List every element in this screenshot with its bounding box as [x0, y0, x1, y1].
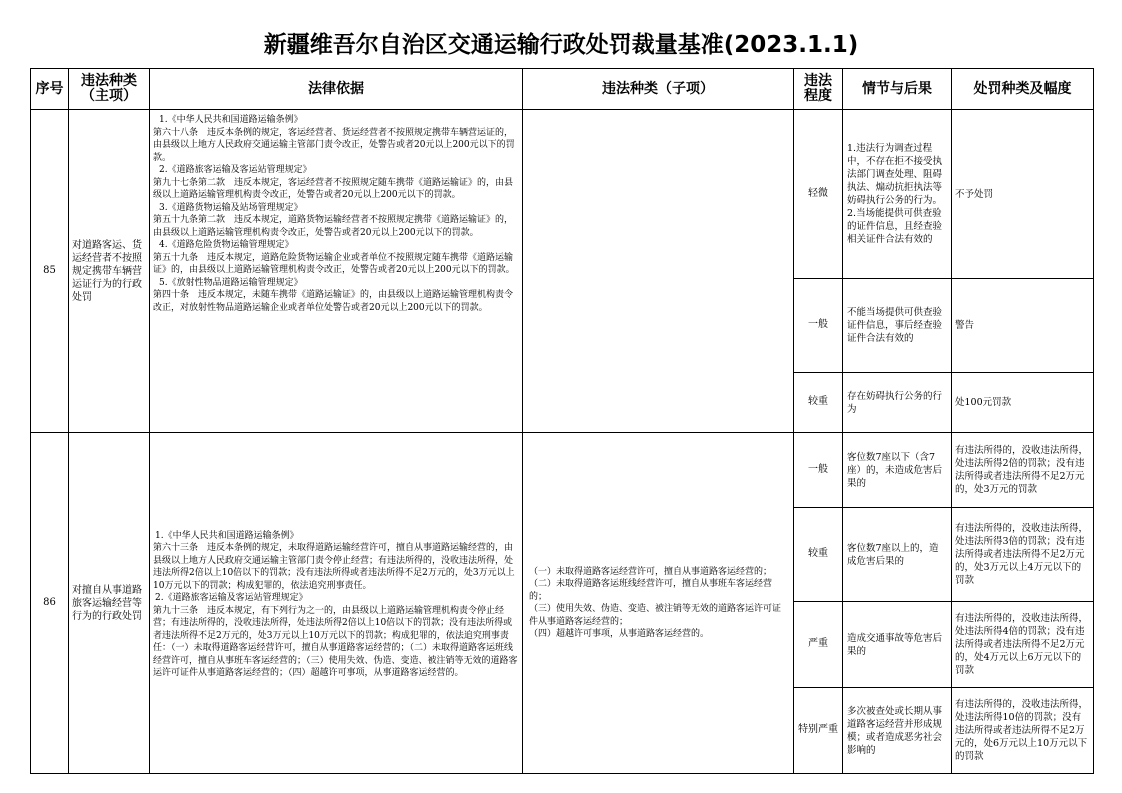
degree-cell: 一般 [794, 433, 843, 508]
penalty-cell: 有违法所得的，没收违法所得，处违法所得2倍的罚款；没有违法所得或者违法所得不足2万元的，处3万元的罚款 [952, 433, 1094, 508]
circumstances-cell: 存在妨碍执行公务的行为 [843, 373, 952, 433]
table-row [31, 433, 1094, 508]
basis-line: 第六十三条 违反本条例的规定，未取得道路运输经营许可，擅自从事道路运输经营的，由县级以上地方人民政府交通运输主管部门责令停止经营；有违法所得的，没收违法所得，处违法所得2倍以上10倍以下的罚款；没有违法所得或者违法所得不足2万元的，处3万元以上10万元以下的罚款；构成犯罪的，依法追究刑事责任。 [153, 543, 515, 591]
basis-line: 2.《道路旅客运输及客运站管理规定》 [159, 165, 312, 175]
basis-line: 第九十七条第二款 违反本规定，客运经营者不按照规定随车携带《道路运输证》的，由县级以上道路运输管理机构责令改正，处警告或者20元以上200元以下的罚款。 [153, 177, 514, 200]
degree-cell: 严重 [794, 602, 843, 688]
degree-cell: 较重 [794, 508, 843, 602]
row-index: 85 [31, 110, 69, 433]
header-category: 违法种类 （主项） [69, 69, 150, 110]
basis-line: 第五十九条 违反本规定，道路危险货物运输企业或者单位不按照规定随车携带《道路运输证》的，由县级以上道路运输管理机构责令改正，处警告或者20元以上200元以下的罚款。 [153, 252, 515, 275]
circumstances-cell: 造成交通事故等危害后果的 [843, 602, 952, 688]
subcategory-item: （三）使用失效、伪造、变造、被注销等无效的道路客运许可证件从事道路客运经营的； [529, 604, 782, 627]
subcategory-item: （一）未取得道路客运经营许可，擅自从事道路客运经营的； [529, 566, 773, 577]
header-penalty: 处罚种类及幅度 [952, 69, 1094, 110]
row-legal-basis [150, 110, 523, 433]
basis-line: 第六十八条 违反本条例的规定，客运经营者、货运经营者不按照规定携带车辆营运证的，由县级以上地方人民政府交通运输主管部门责令改正，处警告或者20元以上200元以下的罚款。 [153, 127, 515, 163]
header-index: 序号 [31, 69, 69, 110]
penalty-cell: 有违法所得的，没收违法所得，处违法所得3倍的罚款；没有违法所得或者违法所得不足2万元的，处3万元以上4万元以下的罚款 [952, 508, 1094, 602]
penalty-cell: 有违法所得的，没收违法所得，处违法所得10倍的罚款；没有违法所得或者违法所得不足2万元的，处6万元以上10万元以下的罚款 [952, 688, 1094, 774]
subcategory-item: （四）超越许可事项，从事道路客运经营的。 [529, 629, 710, 639]
degree-cell: 较重 [794, 373, 843, 433]
subcategory-item: （二）未取得道路客运班线经营许可，擅自从事班车客运经营的； [529, 579, 773, 602]
degree-cell: 一般 [794, 279, 843, 373]
header-subcategory: 违法种类（子项） [523, 69, 794, 110]
row-category: 对道路客运、货运经营者不按照规定携带车辆营运证行为的行政处罚 [69, 110, 150, 433]
table-header-row [31, 69, 1094, 110]
basis-line: 4.《道路危险货物运输管理规定》 [159, 240, 294, 250]
header-degree: 违法 程度 [794, 69, 843, 110]
basis-line: 2.《道路旅客运输及客运站管理规定》 [155, 593, 308, 603]
degree-cell: 特别严重 [794, 688, 843, 774]
row-category: 对擅自从事道路旅客运输经营等行为的行政处罚 [69, 433, 150, 774]
row-index: 86 [31, 433, 69, 774]
degree-cell: 轻微 [794, 110, 843, 279]
row-legal-basis [150, 433, 523, 774]
basis-line: 3.《道路货物运输及站场管理规定》 [159, 202, 303, 213]
penalty-cell: 有违法所得的，没收违法所得，处违法所得4倍的罚款；没有违法所得或者违法所得不足2万元的，处4万元以上6万元以下的罚款 [952, 602, 1094, 688]
table-row [31, 110, 1094, 279]
circumstances-cell: 1.违法行为调查过程中，不存在拒不接受执法部门调查处理、阻碍执法、煽动抗拒执法等妨碍执行公务的行为。2.当场能提供可供查验的证件信息，且经查验相关证件合法有效的 [843, 110, 952, 279]
basis-line: 1.《中华人民共和国道路运输条例》 [159, 115, 303, 125]
row-subcategory-empty [523, 110, 794, 433]
penalty-cell: 不予处罚 [952, 110, 1094, 279]
penalty-standards-table [30, 68, 1094, 774]
page-title: 新疆维吾尔自治区交通运输行政处罚裁量基准(2023.1.1) [263, 32, 859, 58]
basis-line: 第五十九条第二款 违反本规定，道路货物运输经营者不按照规定携带《道路运输证》的，由县级以上道路运输管理机构责令改正，处警告或者20元以上200元以下的罚款。 [153, 215, 514, 238]
header-basis: 法律依据 [150, 69, 523, 110]
circumstances-cell: 不能当场提供可供查验证件信息，事后经查验证件合法有效的 [843, 279, 952, 373]
basis-line: 5.《放射性物品道路运输管理规定》 [159, 277, 303, 288]
circumstances-cell: 客位数7座以下（含7座）的，未造成危害后果的 [843, 433, 952, 508]
basis-line: 第四十条 违反本规定，未随车携带《道路运输证》的，由县级以上道路运输管理机构责令改正，对放射性物品道路运输企业或者单位处警告或者20元以上200元以下的罚款。 [153, 290, 514, 313]
header-circumstances: 情节与后果 [843, 69, 952, 110]
circumstances-cell: 多次被查处或长期从事道路客运经营并形成规模；或者造成恶劣社会影响的 [843, 688, 952, 774]
row-subcategory [523, 433, 794, 774]
basis-line: 第九十三条 违反本规定，有下列行为之一的，由县级以上道路运输管理机构责令停止经营；有违法所得的，没收违法所得，处违法所得2倍以上10倍以下的罚款；没有违法所得或者违法所得不足2万元的，处3万元以上10万元以下的罚款；构成犯罪的，依法追究刑事责任：（一）未取得道路客运经营许可，擅自从事道路客运经营的；（二）未取得道路客运班线经营许可，擅自从事班车客运经营的；（三）使用失效、伪造、变造、被注销等无效的道路客运许可证件从事道路客运经营的；（四）超越许可事项，从事道路客运经营的。 [153, 605, 518, 678]
circumstances-cell: 客位数7座以上的，造成危害后果的 [843, 508, 952, 602]
penalty-cell: 处100元罚款 [952, 373, 1094, 433]
penalty-cell: 警告 [952, 279, 1094, 373]
basis-line: 1.《中华人民共和国道路运输条例》 [155, 530, 299, 541]
